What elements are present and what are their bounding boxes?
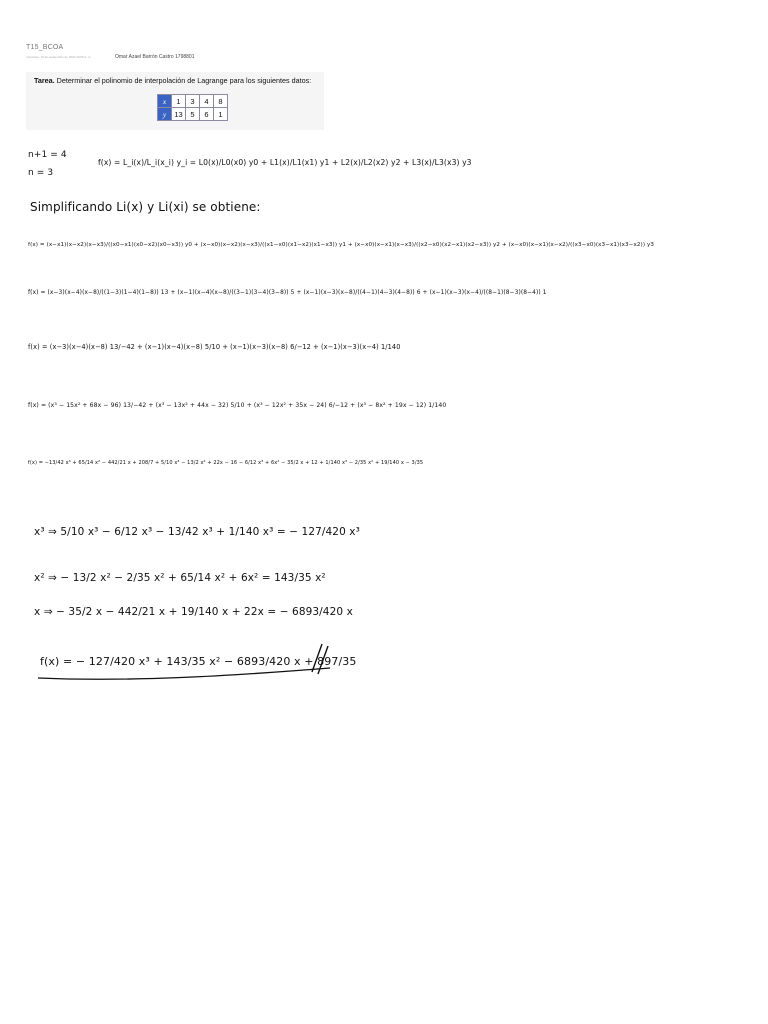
hw-n-plus-1: n+1 = 4	[28, 150, 67, 160]
document-title: T15_BCOA	[26, 44, 64, 51]
hw-final-result: f(x) = − 127/420 x³ + 143/35 x² − 6893/420 x + 897/35	[40, 655, 357, 668]
hw-distributed-formula: f(x) = −13/42 x³ + 65/14 x² − 442/21 x + 208/7 + 5/10 x³ − 13/2 x² + 22x − 16 − 6/12 x³ + 6x² − 35/2 x + 12 + 1/140 x³ − 2/35 x² + 19/140 x − 3/35	[28, 460, 424, 466]
task-label: Tarea.	[34, 76, 55, 85]
task-description: Determinar el polinomio de interpolación de Lagrange para los siguientes datos:	[54, 76, 312, 85]
hw-quadratic-terms: x² ⇒ − 13/2 x² − 2/35 x² + 65/14 x² + 6x² = 143/35 x²	[34, 572, 326, 584]
table-cell: 8	[214, 95, 228, 108]
hw-simplify-heading: Simplificando Li(x) y Li(xi) se obtiene:	[30, 200, 261, 214]
table-cell: 6	[200, 108, 214, 121]
hw-n: n = 3	[28, 168, 54, 178]
hw-linear-terms: x ⇒ − 35/2 x − 442/21 x + 19/140 x + 22x = − 6893/420 x	[34, 606, 353, 618]
table-cell: 4	[200, 95, 214, 108]
table-cell: 13	[172, 108, 186, 121]
hw-multiplied-formula: f(x) = (x³ − 15x² + 68x − 96) 13/−42 + (x³ − 13x² + 44x − 32) 5/10 + (x³ − 12x² + 35x − 24) 6/−12 + (x³ − 8x² + 19x − 12) 1/140	[28, 402, 447, 409]
hw-general-formula: f(x) = L_i(x)/L_i(x_i) y_i = L0(x)/L0(x0) y0 + L1(x)/L1(x1) y1 + L2(x)/L2(x2) y2 + L3(x)/L3(x3) y3	[98, 158, 472, 167]
hw-expanded-formula: f(x) = (x−x1)(x−x2)(x−x3)/((x0−x1)(x0−x2)(x0−x3)) y0 + (x−x0)(x−x2)(x−x3)/((x1−x0)(x1−x2)(x1−x3)) y1 + (x−x0)(x−x1)(x−x3)/((x2−x0)(x2−x1)(x2−x3)) y2 + (x−x0)(x−x1)(x−x2)/((x3−x0)(x3−x1)(x3−x2)) y3	[28, 242, 655, 248]
table-header-y: y	[158, 108, 172, 121]
hw-cubic-terms: x³ ⇒ 5/10 x³ − 6/12 x³ − 13/42 x³ + 1/140 x³ = − 127/420 x³	[34, 526, 360, 538]
table-cell: 3	[186, 95, 200, 108]
table-header-x: x	[158, 95, 172, 108]
table-cell: 1	[172, 95, 186, 108]
result-underline	[38, 668, 330, 679]
table-cell: 1	[214, 108, 228, 121]
document-date: miércoles, 16 de septiembre de 2020 10:05 a. m.	[26, 55, 92, 59]
author-name: Omar Azael Barrón Castro 1798801	[115, 54, 195, 60]
hw-reduced-formula: f(x) = (x−3)(x−4)(x−8) 13/−42 + (x−1)(x−4)(x−8) 5/10 + (x−1)(x−3)(x−8) 6/−12 + (x−1)(x−3)(x−4) 1/140	[28, 343, 401, 351]
table-cell: 5	[186, 108, 200, 121]
hw-substituted-formula: f(x) = (x−3)(x−4)(x−8)/((1−3)(1−4)(1−8)) 13 + (x−1)(x−4)(x−8)/((3−1)(3−4)(3−8)) 5 + (x−1)(x−3)(x−8)/((4−1)(4−3)(4−8)) 6 + (x−1)(x−3)(x−4)/((8−1)(8−3)(8−4)) 1	[28, 290, 547, 296]
